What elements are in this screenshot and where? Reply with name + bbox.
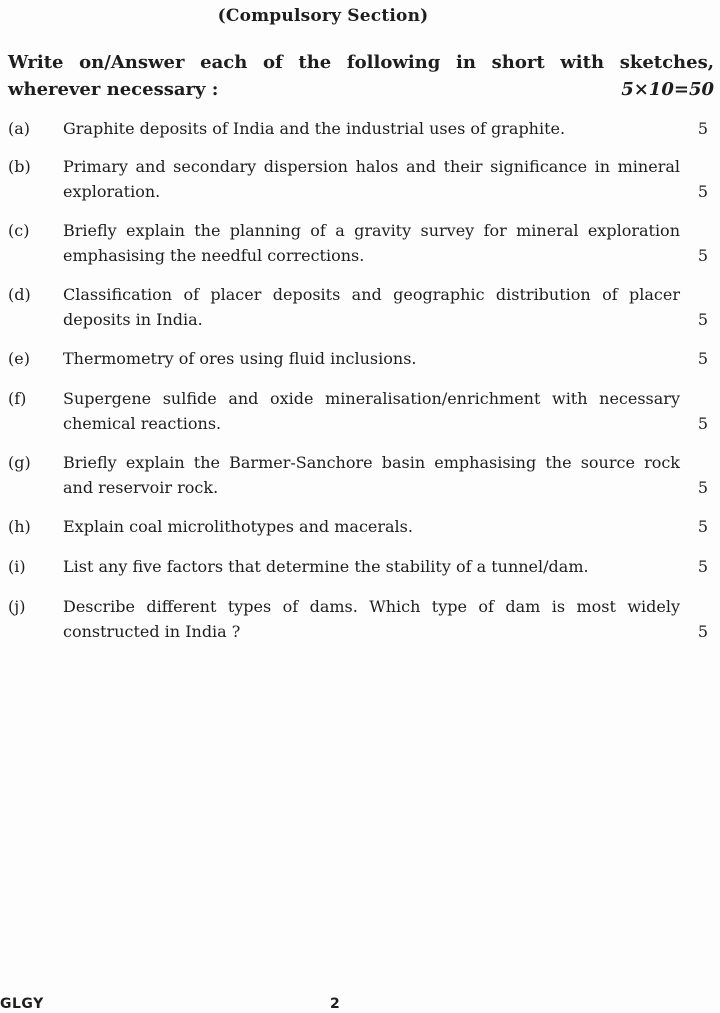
question-text: List any five factors that determine the stability of a tunnel/dam. <box>63 557 589 576</box>
question-marks: 5 <box>697 517 708 536</box>
question-label: (i) <box>8 557 26 576</box>
question-text: Thermometry of ores using fluid inclusions. <box>63 349 417 368</box>
question-label: (d) <box>8 285 31 304</box>
page-number: 2 <box>330 996 340 1012</box>
question-text: Supergene sulfide and oxide mineralisation/enrichment with necessary chemical reactions. <box>63 389 680 433</box>
question-text: Primary and secondary dispersion halos and their significance in mineral exploration. <box>63 157 680 201</box>
instruction-line-2-row <box>8 76 714 103</box>
question-label: (c) <box>8 221 30 240</box>
paper-code: GLGY <box>0 996 44 1012</box>
question-i <box>8 554 714 579</box>
instruction-line-1: Write on/Answer each of the following in short with sketches, <box>8 52 714 73</box>
question-f <box>8 386 714 436</box>
question-marks: 5 <box>697 478 708 497</box>
question-h <box>8 514 714 539</box>
section-title: (Compulsory Section) <box>217 6 429 26</box>
question-text: Classification of placer deposits and geographic distribution of placer deposits in India. <box>63 285 680 329</box>
question-label: (a) <box>8 119 31 138</box>
question-a <box>8 116 714 141</box>
question-text: Explain coal microlithotypes and macerals. <box>63 517 413 536</box>
question-label: (g) <box>8 453 31 472</box>
question-e <box>8 346 714 371</box>
question-j <box>8 594 714 644</box>
question-c <box>8 218 714 268</box>
question-marks: 5 <box>697 182 708 201</box>
instruction <box>8 49 714 103</box>
question-b <box>8 154 714 204</box>
question-marks: 5 <box>697 622 708 641</box>
question-marks: 5 <box>697 246 708 265</box>
question-label: (b) <box>8 157 31 176</box>
question-label: (h) <box>8 517 31 536</box>
question-marks: 5 <box>697 414 708 433</box>
question-marks: 5 <box>697 119 708 138</box>
instruction-line-2: wherever necessary : <box>8 79 219 100</box>
question-text: Graphite deposits of India and the industrial uses of graphite. <box>63 119 566 138</box>
question-label: (j) <box>8 597 26 616</box>
question-d <box>8 282 714 332</box>
question-text: Describe different types of dams. Which type of dam is most widely constructed in India ? <box>63 597 680 641</box>
question-g <box>8 450 714 500</box>
question-text: Briefly explain the Barmer-Sanchore basin emphasising the source rock and reservoir rock. <box>63 453 680 497</box>
total-marks: 5×10=50 <box>621 79 714 100</box>
question-marks: 5 <box>697 349 708 368</box>
question-label: (e) <box>8 349 30 368</box>
question-marks: 5 <box>697 557 708 576</box>
question-text: Briefly explain the planning of a gravity survey for mineral exploration emphasising the needful corrections. <box>63 221 680 265</box>
question-label: (f) <box>8 389 27 408</box>
question-marks: 5 <box>697 310 708 329</box>
